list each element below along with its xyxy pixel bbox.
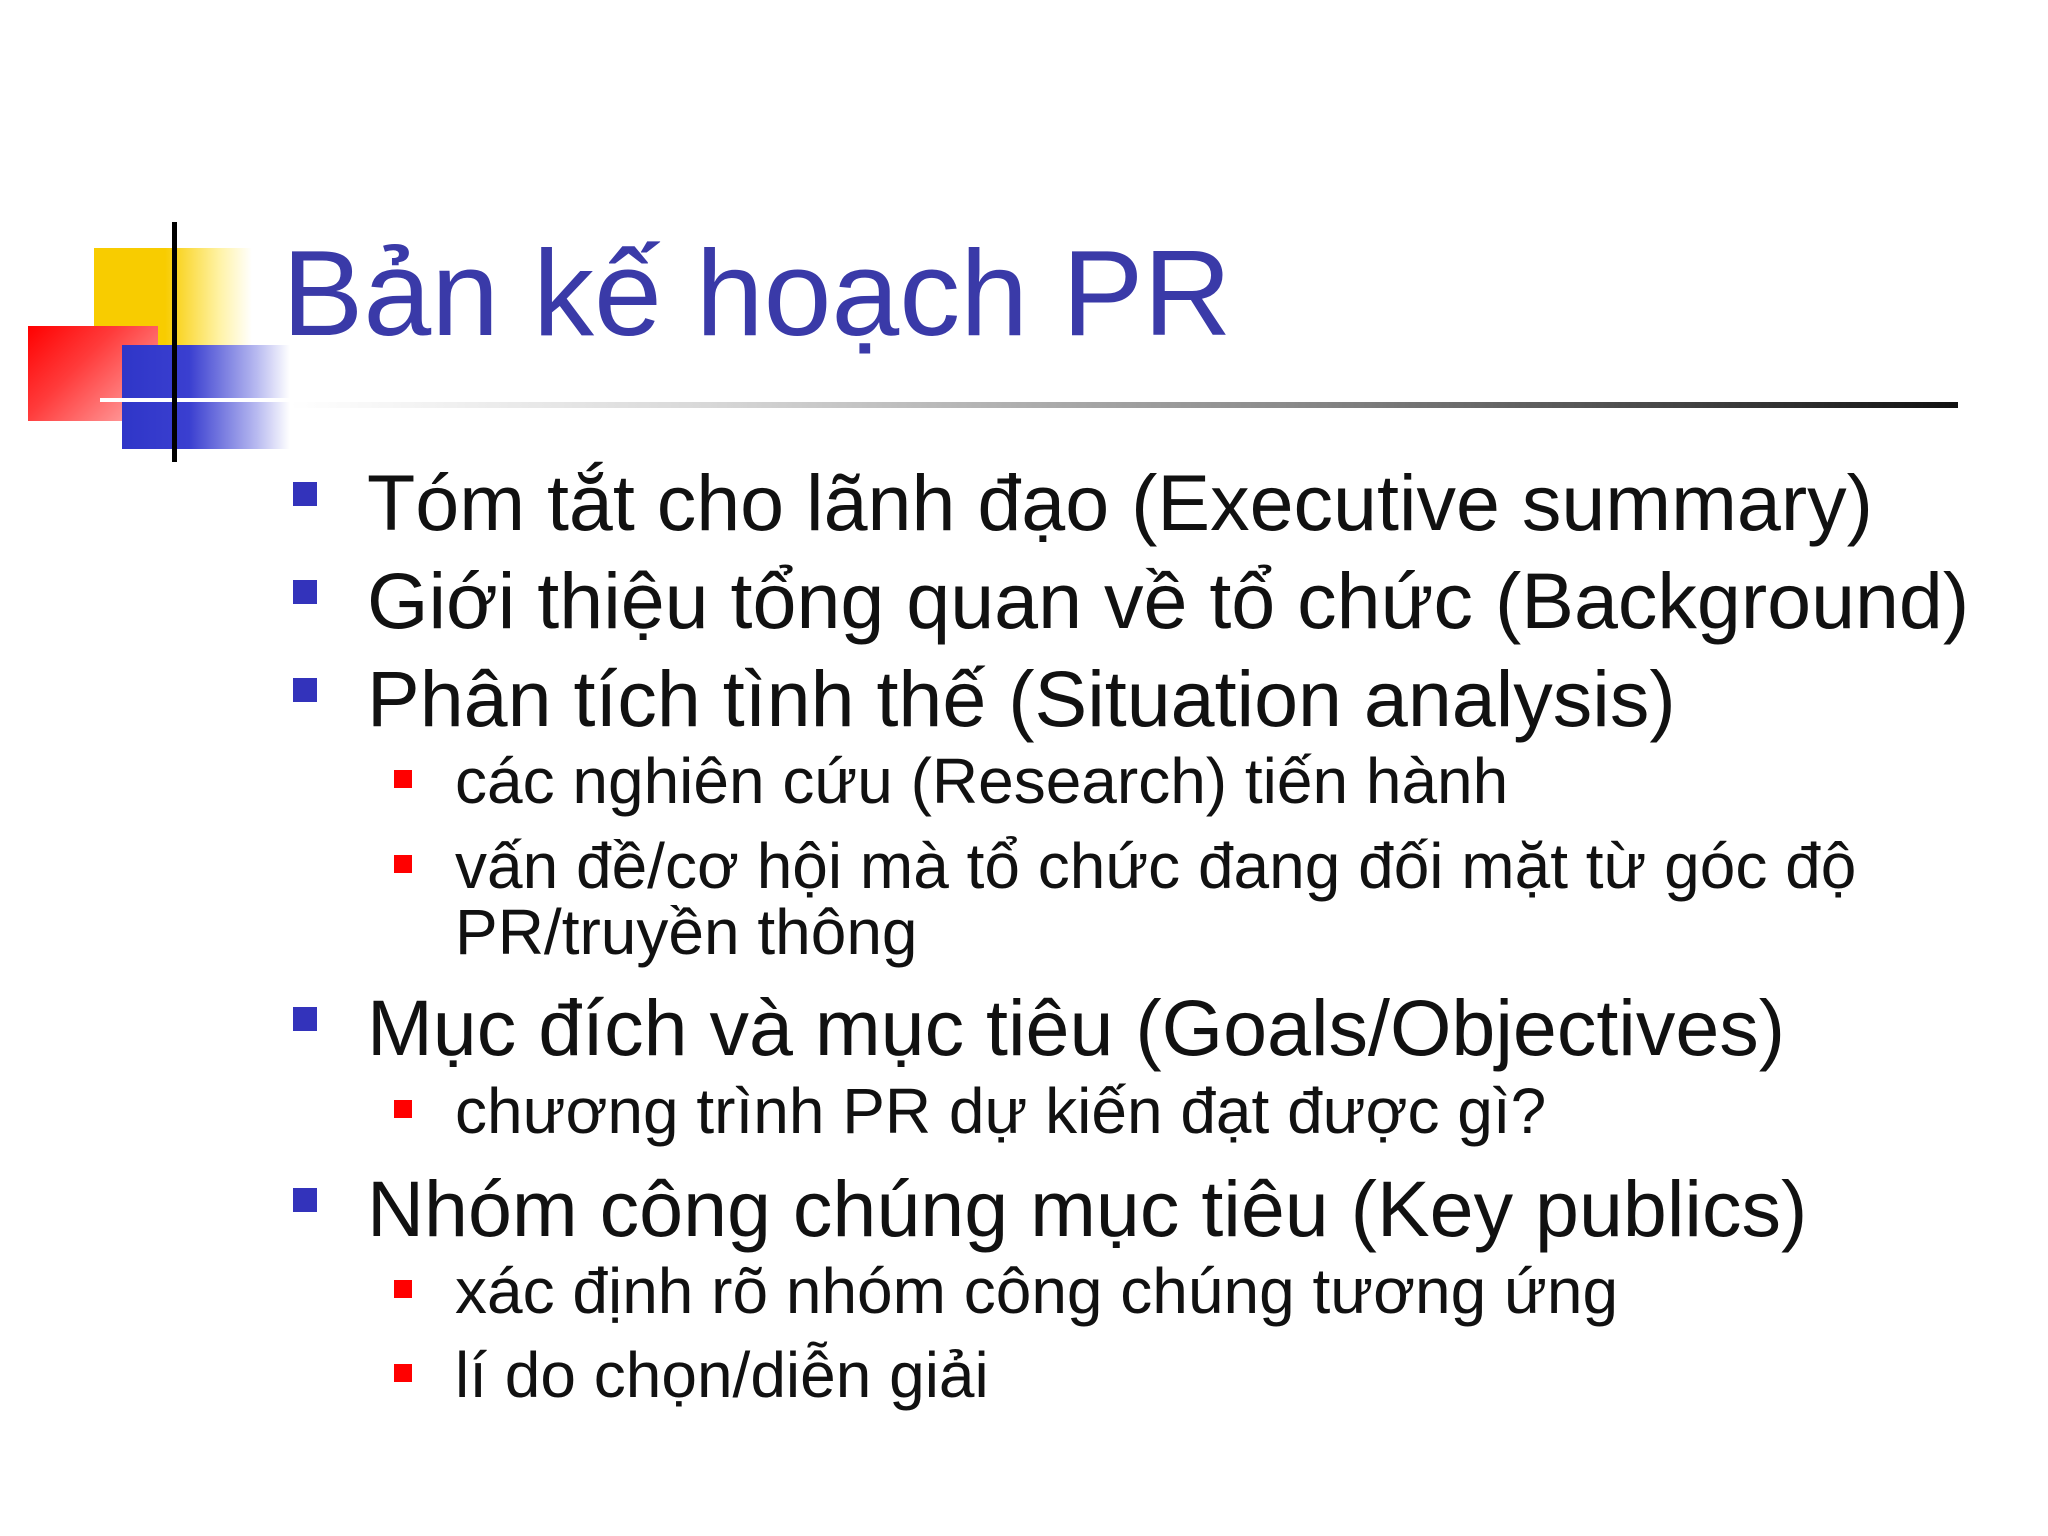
bullet-text: Mục đích và mục tiêu (Goals/Objectives) [367, 983, 1786, 1072]
red-square-bullet-icon [394, 770, 412, 788]
sub-bullet-text: các nghiên cứu (Research) tiến hành [455, 745, 1509, 817]
red-square-bullet-icon [394, 1100, 412, 1118]
blue-square-bullet-icon [293, 678, 317, 702]
slide-title: Bản kế hoạch PR [282, 225, 1232, 361]
white-crossbar [100, 398, 295, 402]
red-square-bullet-icon [394, 1280, 412, 1298]
blue-square-bullet-icon [293, 580, 317, 604]
blue-square-bullet-icon [293, 1188, 317, 1212]
sub-bullet-text: PR/truyền thông [455, 896, 918, 968]
sub-bullet-text: vấn đề/cơ hội mà tổ chức đang đối mặt từ góc độ [455, 830, 1857, 902]
bullet-text: Tóm tắt cho lãnh đạo (Executive summary) [367, 458, 1873, 547]
title-underline [290, 402, 1958, 408]
sub-bullet-text: xác định rõ nhóm công chúng tương ứng [455, 1255, 1619, 1327]
red-square-bullet-icon [394, 1364, 412, 1382]
bullet-text: Phân tích tình thế (Situation analysis) [367, 654, 1676, 743]
black-vertical-line [172, 222, 177, 462]
red-square-bullet-icon [394, 855, 412, 873]
blue-square-bullet-icon [293, 1007, 317, 1031]
slide-logo-decoration [0, 0, 300, 480]
sub-bullet-text: chương trình PR dự kiến đạt được gì? [455, 1075, 1547, 1147]
blue-square [122, 345, 290, 449]
sub-bullet-text: lí do chọn/diễn giải [455, 1339, 989, 1411]
bullet-text: Giới thiệu tổng quan về tổ chức (Background) [367, 556, 1970, 645]
blue-square-bullet-icon [293, 482, 317, 506]
bullet-text: Nhóm công chúng mục tiêu (Key publics) [367, 1164, 1808, 1253]
